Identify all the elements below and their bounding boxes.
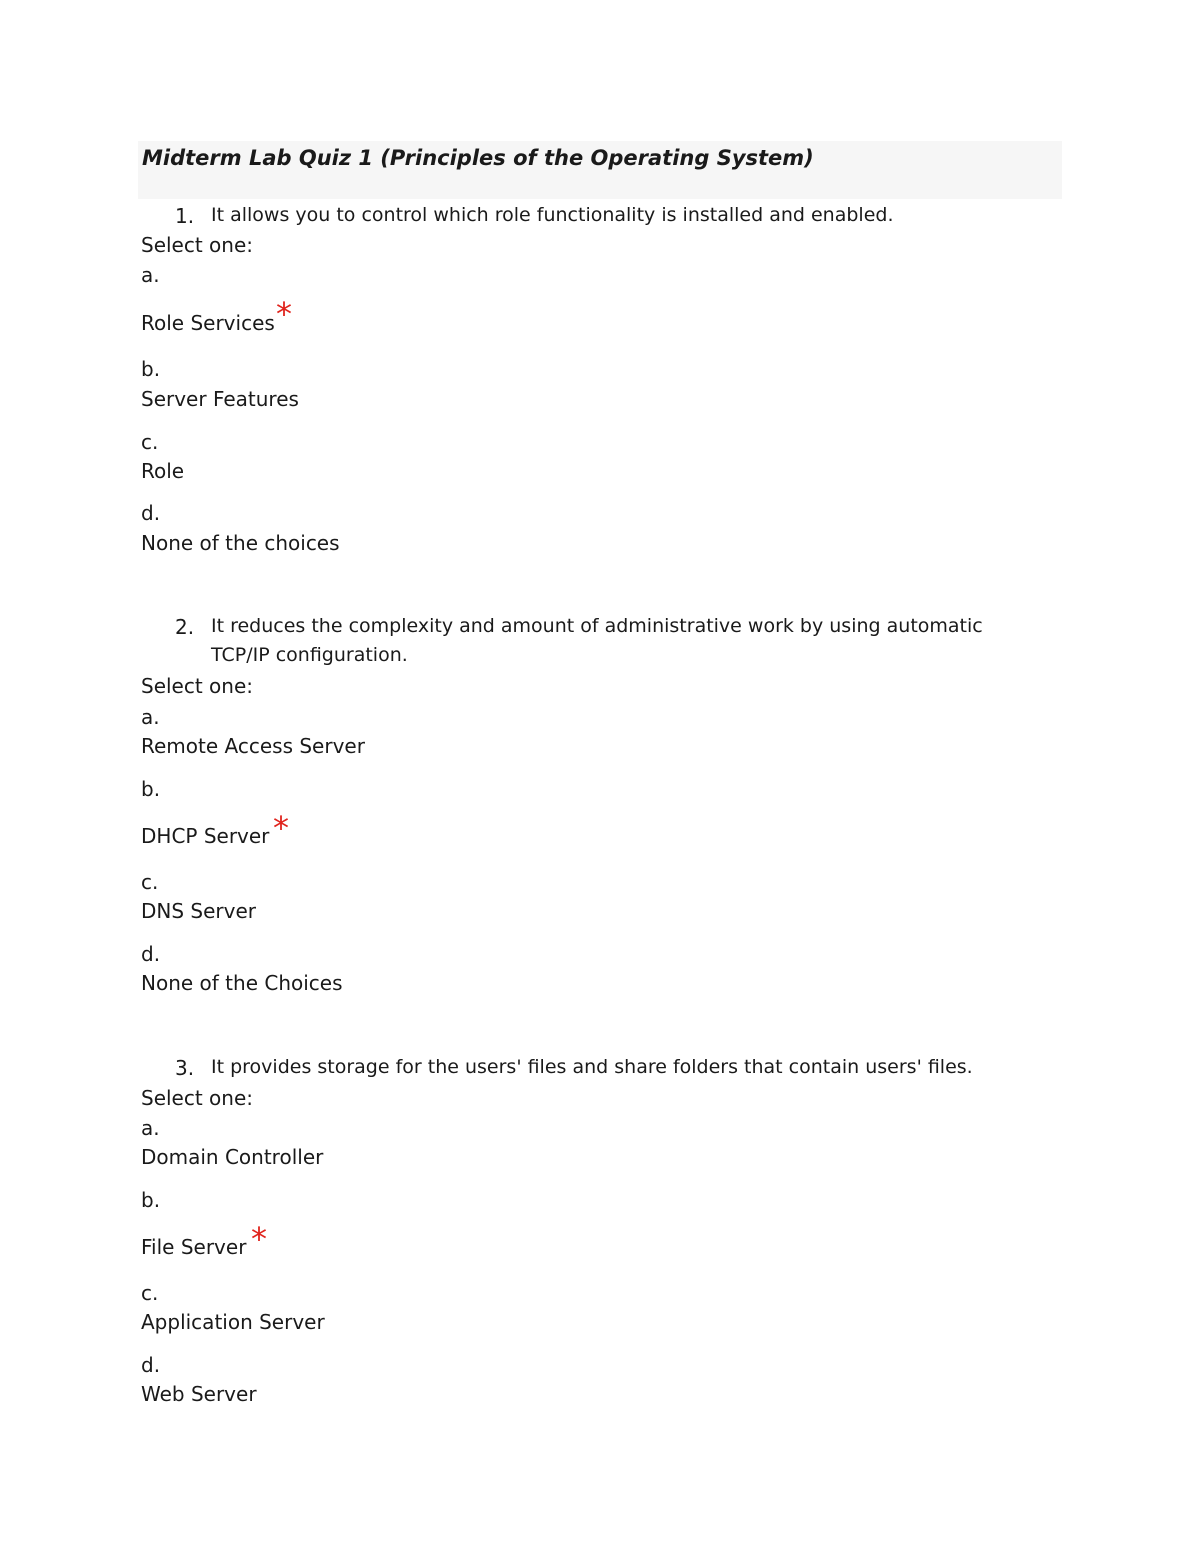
question-number: 3.	[175, 1056, 195, 1080]
choice-text[interactable]: Domain Controller	[141, 1145, 324, 1169]
choice-letter: d.	[141, 501, 161, 525]
choice-letter: a.	[141, 1116, 160, 1140]
choice-text[interactable]: DHCP Server	[141, 824, 270, 848]
choice-letter: c.	[141, 870, 159, 894]
choice-letter: c.	[141, 1281, 159, 1305]
question-number: 2.	[175, 615, 195, 639]
choice-letter: b.	[141, 1188, 161, 1212]
choice-text[interactable]: Application Server	[141, 1310, 325, 1334]
choice-text[interactable]: Web Server	[141, 1382, 257, 1406]
choice-letter: a.	[141, 263, 160, 287]
choice-text[interactable]: Role	[141, 459, 185, 483]
choice-letter: b.	[141, 777, 161, 801]
choice-letter: c.	[141, 430, 159, 454]
choice-text[interactable]: DNS Server	[141, 899, 256, 923]
choice-letter: d.	[141, 942, 161, 966]
correct-answer-star-icon: *	[276, 295, 292, 333]
select-prompt: Select one:	[141, 674, 254, 698]
choice-text[interactable]: File Server	[141, 1235, 247, 1259]
correct-answer-star-icon: *	[273, 809, 289, 847]
choice-letter: d.	[141, 1353, 161, 1377]
choice-text[interactable]: Server Features	[141, 387, 299, 411]
choice-letter: b.	[141, 357, 161, 381]
page-title: Midterm Lab Quiz 1 (Principles of the Operating System)	[142, 146, 814, 170]
correct-answer-star-icon: *	[251, 1220, 267, 1258]
question-text: It reduces the complexity and amount of administrative work by using automatic TCP/IP configuration.	[211, 615, 983, 666]
choice-text[interactable]: None of the Choices	[141, 971, 343, 995]
question-number: 1.	[175, 204, 195, 228]
select-prompt: Select one:	[141, 233, 254, 257]
choice-letter: a.	[141, 705, 160, 729]
choice-text[interactable]: Role Services	[141, 311, 275, 335]
choice-text[interactable]: Remote Access Server	[141, 734, 365, 758]
select-prompt: Select one:	[141, 1086, 254, 1110]
question-text: It allows you to control which role functionality is installed and enabled.	[211, 204, 894, 226]
choice-text[interactable]: None of the choices	[141, 531, 340, 555]
question-text: It provides storage for the users' files and share folders that contain users' files.	[211, 1056, 973, 1078]
